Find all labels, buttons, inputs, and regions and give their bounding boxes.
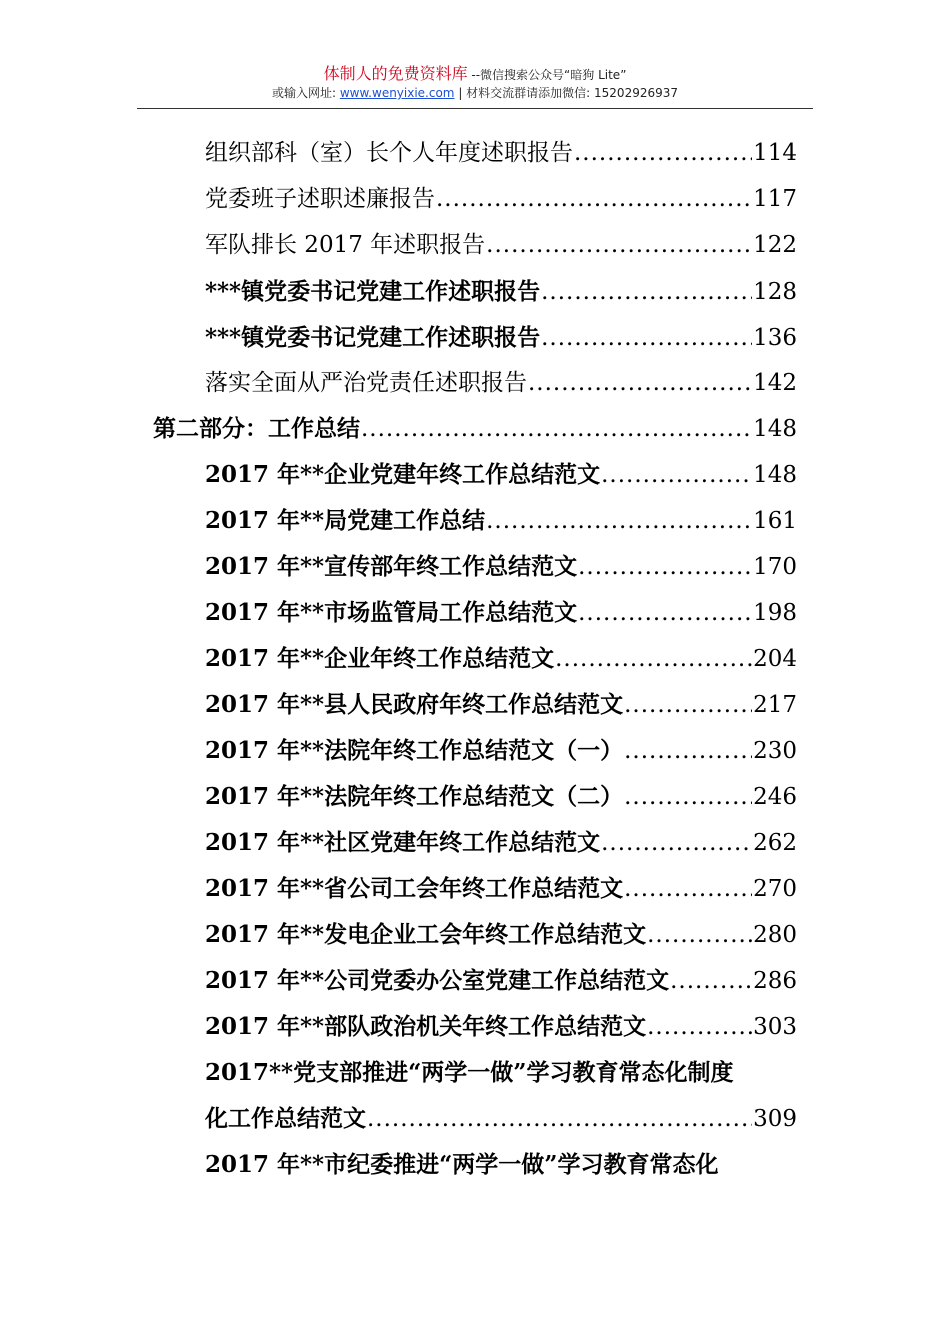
toc-leader-dots (578, 600, 752, 626)
toc-leader-dots (486, 232, 752, 258)
toc-entry-title: 2017 年**发电企业工会年终工作总结范文 (205, 921, 647, 948)
toc-leader-dots (541, 279, 752, 305)
toc-entry[interactable] (205, 778, 797, 818)
toc-entry-title: 2017 年**部队政治机关年终工作总结范文 (205, 1013, 647, 1040)
toc-entry-page: 128 (753, 279, 797, 305)
toc-entry-page: 204 (753, 646, 797, 672)
toc-entry[interactable] (205, 319, 797, 359)
toc-entry-title: 2017 年**县人民政府年终工作总结范文 (205, 691, 624, 718)
toc-leader-dots (361, 416, 752, 442)
page-header (0, 64, 950, 101)
toc-leader-dots (555, 646, 752, 672)
toc-entry-page: 286 (753, 968, 797, 994)
toc-entry-wrapped-line[interactable]: 2017 年**市纪委推进“两学一做”学习教育常态化 (205, 1151, 719, 1178)
toc-entry-title: 2017 年**局党建工作总结 (205, 507, 486, 534)
toc-entry-title: 2017 年**企业党建年终工作总结范文 (205, 461, 601, 488)
toc-entry[interactable] (205, 732, 797, 772)
toc-entry-title: 组织部科（室）长个人年度述职报告 (205, 140, 573, 166)
toc-entry-page: 270 (753, 876, 797, 902)
toc-entry-page: 148 (753, 416, 797, 442)
toc-leader-dots (601, 462, 752, 488)
toc-leader-dots (601, 830, 752, 856)
toc-entry-page: 161 (753, 508, 797, 534)
toc-entry-title: 化工作总结范文 (205, 1105, 366, 1132)
header-line-2 (0, 85, 950, 101)
header-divider (137, 108, 813, 109)
toc-entry[interactable] (205, 456, 797, 496)
toc-leader-dots (624, 876, 752, 902)
header-url-link[interactable]: www.wenyixie.com (339, 86, 455, 100)
toc-entry-title: 2017 年**公司党委办公室党建工作总结范文 (205, 967, 670, 994)
toc-entry-page: 142 (753, 370, 797, 396)
toc-entry-page: 309 (753, 1106, 797, 1132)
header-line-1 (0, 64, 950, 85)
toc-entry[interactable] (205, 1008, 797, 1048)
toc-entry[interactable] (205, 594, 797, 634)
toc-entry[interactable] (205, 640, 797, 680)
header-url-prefix: 或输入网址: (271, 86, 340, 100)
toc-entry-title: ***镇党委书记党建工作述职报告 (205, 324, 541, 351)
toc-entry-page: 114 (753, 140, 797, 166)
toc-entry-title: 落实全面从严治党责任述职报告 (205, 370, 527, 396)
toc-entry[interactable] (205, 686, 797, 726)
toc-entry[interactable] (205, 273, 797, 313)
header-brand: 体制人的免费资料库 (323, 64, 468, 83)
toc-entry-page: 217 (753, 692, 797, 718)
toc-leader-dots (624, 784, 752, 810)
toc-entry[interactable] (205, 1100, 797, 1140)
toc-entry[interactable] (205, 364, 797, 404)
header-contact: | 材料交流群请添加微信: 15202926937 (454, 86, 679, 100)
toc-entry-page: 148 (753, 462, 797, 488)
toc-entry-page: 170 (753, 554, 797, 580)
toc-leader-dots (541, 325, 752, 351)
toc-entry-page: 117 (753, 186, 797, 212)
toc-leader-dots (647, 1014, 752, 1040)
header-tail: --微信搜索公众号“暗狗 Lite” (467, 68, 627, 82)
toc-leader-dots (574, 140, 752, 166)
toc-section-title: 第二部分：工作总结 (153, 416, 360, 442)
toc-leader-dots (436, 186, 752, 212)
toc-entry[interactable] (205, 502, 797, 542)
toc-entry-title: 军队排长 2017 年述职报告 (205, 232, 486, 258)
toc-entry[interactable] (205, 180, 797, 220)
toc-entry[interactable] (205, 962, 797, 1002)
toc-leader-dots (647, 922, 752, 948)
toc-entry-title: 2017 年**市场监管局工作总结范文 (205, 599, 578, 626)
toc-entry[interactable] (205, 226, 797, 266)
toc-leader-dots (367, 1106, 752, 1132)
toc-entry-page: 262 (753, 830, 797, 856)
toc-entry-title: 2017 年**社区党建年终工作总结范文 (205, 829, 601, 856)
toc-entry-page: 122 (753, 232, 797, 258)
toc-entry[interactable] (205, 548, 797, 588)
toc-entry-title: 党委班子述职述廉报告 (205, 186, 435, 212)
toc-entry-page: 303 (753, 1014, 797, 1040)
toc-leader-dots (670, 968, 752, 994)
toc-leader-dots (578, 554, 752, 580)
toc-section-heading[interactable] (153, 410, 797, 450)
toc-leader-dots (624, 692, 752, 718)
toc-entry-wrapped-line[interactable]: 2017**党支部推进“两学一做”学习教育常态化制度 (205, 1059, 734, 1086)
toc-entry-title: ***镇党委书记党建工作述职报告 (205, 278, 541, 305)
toc-entry-title: 2017 年**省公司工会年终工作总结范文 (205, 875, 624, 902)
toc-entry-page: 280 (753, 922, 797, 948)
toc-leader-dots (486, 508, 752, 534)
toc-entry[interactable] (205, 916, 797, 956)
toc-entry-title: 2017 年**宣传部年终工作总结范文 (205, 553, 578, 580)
toc-entry-page: 198 (753, 600, 797, 626)
toc-entry[interactable] (205, 134, 797, 174)
toc-leader-dots (528, 370, 752, 396)
toc-entry[interactable] (205, 870, 797, 910)
toc-entry[interactable] (205, 824, 797, 864)
toc-entry-title: 2017 年**法院年终工作总结范文（二） (205, 783, 624, 810)
toc-entry-title: 2017 年**企业年终工作总结范文 (205, 645, 555, 672)
toc-entry-page: 230 (753, 738, 797, 764)
toc-entry-page: 246 (753, 784, 797, 810)
toc-entry-title: 2017 年**法院年终工作总结范文（一） (205, 737, 624, 764)
toc-leader-dots (624, 738, 752, 764)
toc-entry-page: 136 (753, 325, 797, 351)
